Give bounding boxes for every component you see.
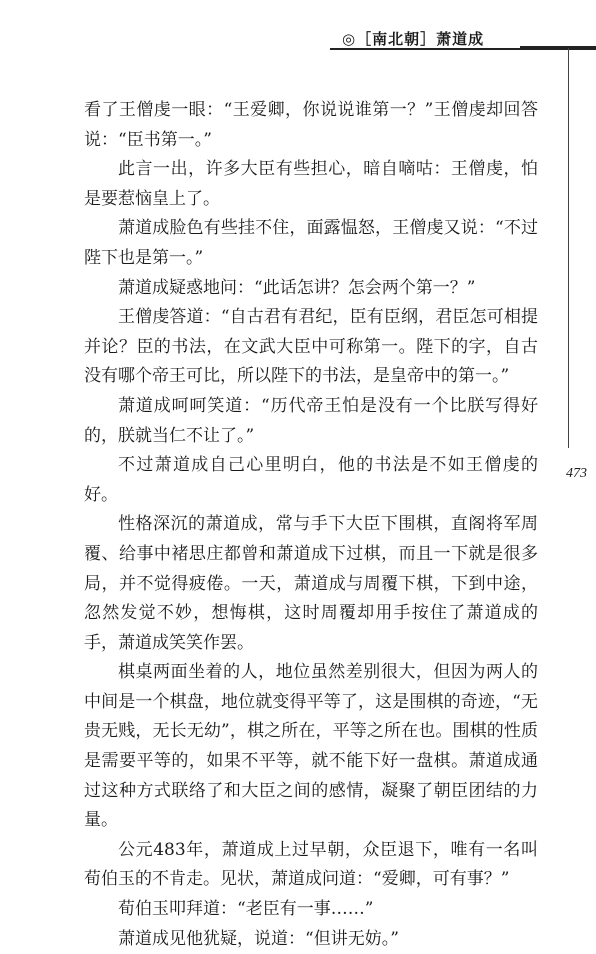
paragraph: 看了王僧虔一眼：“王爱卿，你说说谁第一？”王僧虔却回答说：“臣书第一。” — [84, 100, 538, 150]
paragraph: 萧道成脸色有些挂不住，面露愠怒，王僧虔又说：“不过陛下也是第一。” — [84, 218, 538, 268]
paragraph: 公元483年，萧道成上过早朝，众臣退下，唯有一名叫荀伯玉的不肯走。见状，萧道成问道：“爱卿，可有事？” — [84, 839, 538, 890]
paragraph: 不过萧道成自己心里明白，他的书法是不如王僧虔的好。 — [84, 455, 538, 505]
paragraph: 萧道成呵呵笑道：“历代帝王怕是没有一个比朕写得好的，朕就当仁不让了。” — [84, 395, 538, 446]
page-number: 473 — [566, 466, 587, 481]
running-header — [330, 26, 596, 50]
paragraph: 王僧虔答道：“自古君有君纪，臣有臣纲，君臣怎可相提并论？臣的书法，在文武大臣中可称第一。陛下的字，自古没有哪个帝王可比，所以陛下的书法，是皇帝中的第一。” — [84, 307, 538, 387]
header-title: ◎［南北朝］萧道成 — [342, 30, 485, 48]
header-rule-accent — [520, 46, 596, 50]
margin-rule — [568, 48, 569, 448]
paragraph: 萧道成疑惑地问：“此话怎讲？怎会两个第一？” — [118, 277, 476, 298]
paragraph: 棋桌两面坐着的人，地位虽然差别很大，但因为两人的中间是一个棋盘，地位就变得平等了，这是围棋的奇迹，“无贵无贱，无长无幼”，棋之所在，平等之所在也。围棋的性质是需要平等的，如果不平等，就不能下好一盘棋。萧道成通过这种方式联络了和大臣之间的感情，凝聚了朝臣团结的力量。 — [84, 662, 538, 831]
paragraph: 萧道成见他犹疑，说道：“但讲无妨。” — [118, 928, 399, 949]
paragraph: 荀伯玉叩拜道：“老臣有一事……” — [118, 899, 374, 920]
body-text — [84, 96, 538, 954]
paragraph: 性格深沉的萧道成，常与手下大臣下围棋，直阁将军周覆、给事中褚思庄都曾和萧道成下过棋，而且一下就是很多局，并不觉得疲倦。一天，萧道成与周覆下棋，下到中途，忽然发觉不妙，想悔棋，这时周覆却用手按住了萧道成的手，萧道成笑笑作罢。 — [84, 514, 538, 653]
paragraph: 此言一出，许多大臣有些担心，暗自嘀咕：王僧虔，怕是要惹恼皇上了。 — [84, 159, 538, 209]
